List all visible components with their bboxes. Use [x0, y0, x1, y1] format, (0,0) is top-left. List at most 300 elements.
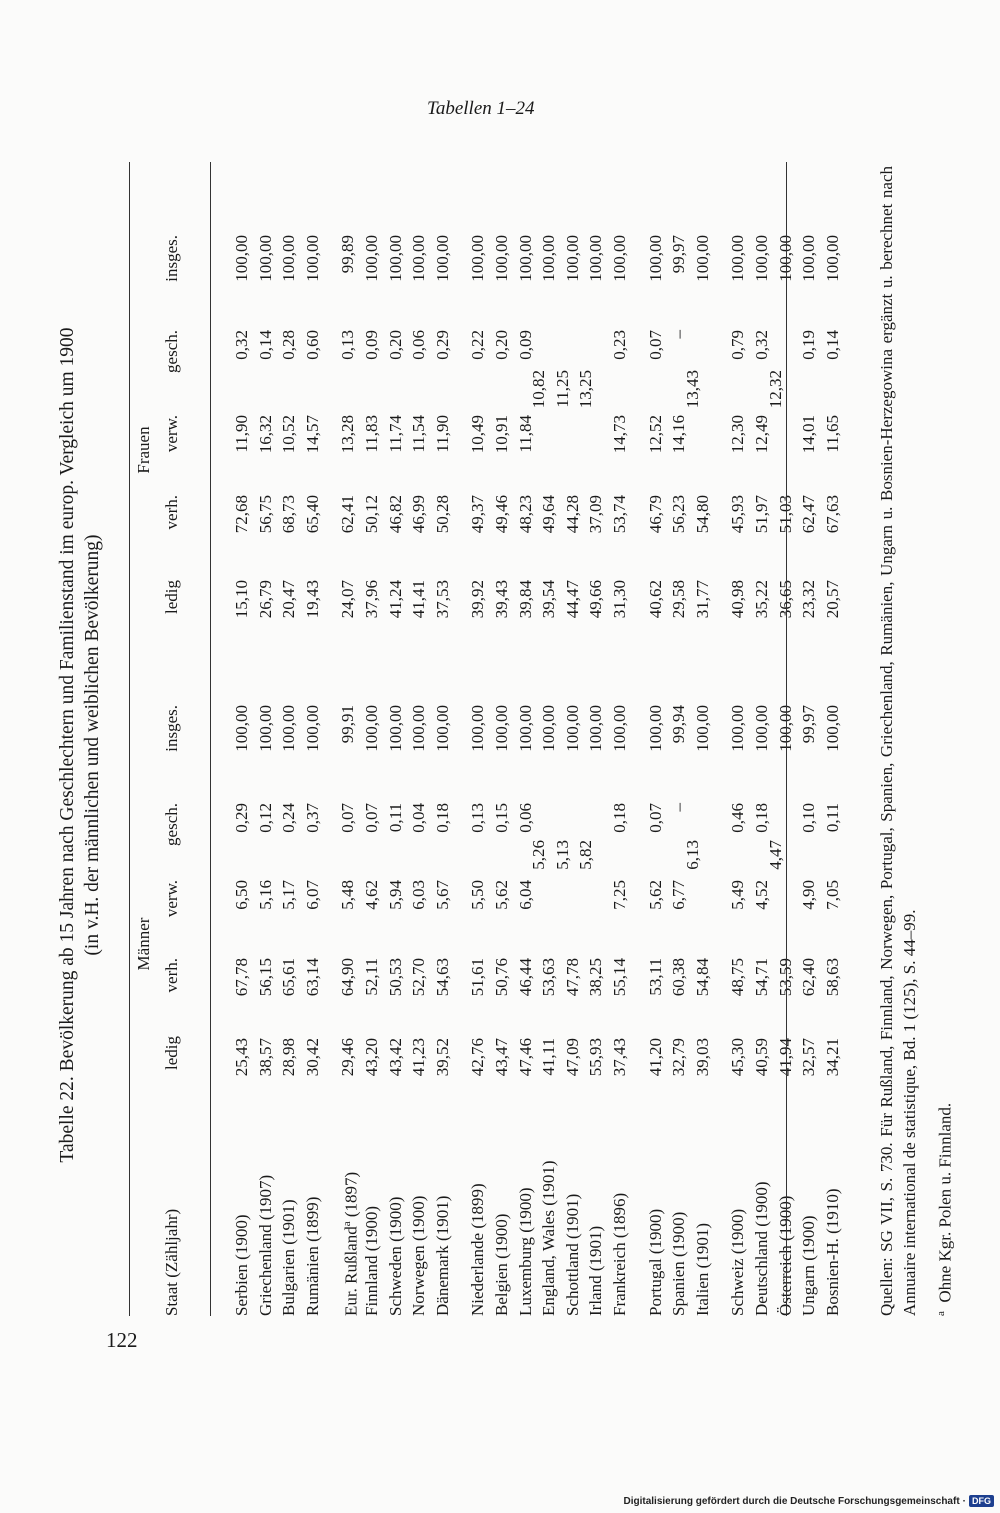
table-cell: 56,15: [255, 958, 275, 997]
table-cell: 14,01: [799, 415, 819, 454]
table-cell: 37,96: [362, 580, 381, 619]
table-cell: 63,14: [302, 958, 322, 997]
table-cell: 99,91: [338, 705, 358, 744]
col-header-women-verw: verw.: [162, 415, 181, 453]
table-cell: 42,76: [468, 1038, 488, 1077]
table-cell: 58,63: [822, 958, 842, 997]
table-cell: 100,00: [586, 705, 606, 752]
table-cell: 45,30: [728, 1038, 748, 1077]
rule-header: [210, 162, 211, 1316]
cell-state: [561, 1194, 584, 1316]
table-cell: 48,23: [515, 495, 535, 534]
table-cell: 5,67: [432, 880, 452, 910]
state-name: Bulgarien (1901): [279, 1199, 299, 1316]
table-cell: 11,74: [385, 415, 405, 453]
table-cell: –: [669, 330, 689, 339]
state-name: Niederlande (1899): [468, 1183, 488, 1316]
table-cell: 62,41: [338, 495, 358, 534]
table-cell: 41,94: [775, 1038, 795, 1077]
table-cell: 14,73: [610, 415, 629, 454]
table-cell: 12,49: [752, 415, 771, 454]
state-name: Irland (1901): [586, 1225, 606, 1316]
col-header-men-insges: insges.: [162, 705, 181, 752]
table-cell: 67,63: [822, 495, 842, 534]
table-row: [384, 160, 407, 1330]
table-cell: 0,24: [279, 803, 299, 833]
table-cell: 38,57: [255, 1038, 275, 1077]
table-cell: 0,11: [385, 803, 405, 833]
table-cell: 0,29: [432, 330, 452, 360]
table-cell: 0,22: [468, 330, 488, 360]
table-cell: 5,16: [255, 880, 275, 910]
table-cell: 55,93: [586, 1038, 606, 1077]
table-cell: 23,32: [799, 580, 819, 619]
cell-state: [277, 1199, 300, 1316]
table-cell: 100,00: [692, 705, 712, 752]
table-cell: 0,07: [645, 330, 665, 360]
table-cell: 100,00: [775, 235, 795, 282]
table-cell-span: 13,25: [576, 370, 596, 409]
cell-state: [514, 1187, 537, 1316]
table-cell: 46,44: [515, 958, 535, 997]
table-cell: 0,07: [338, 803, 358, 833]
table-cell: 100,00: [362, 235, 381, 282]
table-cell: 41,11: [539, 1038, 559, 1076]
table-cell: 0,46: [728, 803, 748, 833]
table-cell: 56,23: [669, 495, 689, 534]
table-cell: 20,47: [279, 580, 299, 619]
table-row: [514, 160, 537, 1330]
table-cell: 5,50: [468, 880, 488, 910]
table-cell: 100,00: [302, 705, 322, 752]
rotated-table-block: [30, 160, 955, 1330]
table-cell: 50,12: [362, 495, 381, 534]
cell-state: [431, 1196, 454, 1316]
table-cell: 7,05: [822, 880, 842, 910]
table-cell: 52,70: [409, 958, 429, 997]
cell-state: [490, 1214, 513, 1316]
table-row: [667, 160, 690, 1330]
table-cell: 52,11: [362, 958, 381, 996]
table-cell: 100,00: [822, 705, 842, 752]
table-cell: 0,09: [362, 330, 381, 360]
cell-state: [230, 1214, 253, 1316]
table-cell: 55,14: [610, 958, 629, 997]
table-cell: 44,28: [562, 495, 582, 534]
col-header-women-insges: insges.: [162, 235, 181, 282]
state-name: Dänemark (1901): [432, 1195, 452, 1316]
table-cell: 51,61: [468, 958, 488, 997]
table-cell: 54,80: [692, 495, 712, 534]
table-cell: 100,00: [385, 705, 405, 752]
table-cell: 100,00: [586, 235, 606, 282]
cell-state: [254, 1175, 277, 1316]
table-cell: 43,47: [492, 1038, 511, 1077]
table-cell: 5,17: [279, 880, 299, 910]
table-cell: 46,82: [385, 495, 405, 534]
table-cell: 0,14: [822, 330, 842, 360]
table-cell: 67,78: [232, 958, 251, 997]
table-cell: 5,94: [385, 880, 405, 910]
rule-bottom: [786, 162, 787, 1316]
table-cell: 48,75: [728, 958, 748, 997]
state-name: Italien (1901): [692, 1223, 712, 1316]
table-cell: 51,03: [775, 495, 795, 534]
table-row: [552, 160, 584, 1330]
table-cell: 47,46: [515, 1038, 535, 1077]
state-name: Österreich (1900): [775, 1195, 795, 1316]
table-cell: 100,00: [692, 235, 712, 282]
table-cell: 72,68: [232, 495, 251, 534]
table-cell: 0,10: [799, 803, 819, 833]
table-row: [821, 160, 844, 1330]
table-cell: 11,83: [362, 415, 381, 453]
separator: ·: [962, 1495, 966, 1507]
table-cell: 0,23: [610, 330, 629, 360]
table-cell: 13,28: [338, 415, 358, 454]
table-cell: 47,09: [562, 1038, 582, 1077]
table-cell: 53,11: [645, 958, 665, 996]
cell-state: [691, 1223, 714, 1316]
table-row: [726, 160, 749, 1330]
table-cell: 62,40: [799, 958, 819, 997]
table-cell: 50,53: [385, 958, 405, 997]
table-cell: 34,21: [822, 1038, 842, 1077]
table-row: [644, 160, 667, 1330]
digitization-note: [623, 1495, 994, 1507]
group-header-women: Frauen: [134, 426, 153, 474]
table-cell: 39,84: [515, 580, 535, 619]
cell-state: [301, 1197, 324, 1316]
table-cell: 100,00: [610, 705, 629, 752]
table-cell: 0,79: [728, 330, 748, 360]
state-name: Eur. Rußland: [342, 1226, 362, 1316]
table-cell: 49,66: [586, 580, 606, 619]
table-cell: 40,62: [645, 580, 665, 619]
table-cell-span: 6,13: [682, 840, 702, 870]
table-cell: 20,57: [822, 580, 842, 619]
table-cell: 100,00: [610, 235, 629, 282]
table-cell: 37,43: [610, 1038, 629, 1077]
table-cell: 30,42: [302, 1038, 322, 1077]
table-cell: 100,00: [279, 705, 299, 752]
cell-state: [750, 1181, 773, 1316]
table-cell: 4,52: [752, 880, 771, 910]
table-title: Tabelle 22. Bevölkerung ab 15 Jahren nach Geschlechtern und Familienstand im europ. Vergleich um 1900: [57, 327, 78, 1163]
table-row: [407, 160, 430, 1330]
table-cell: 7,25: [610, 880, 629, 910]
page-number: 122: [106, 1328, 138, 1352]
table-cell: 10,52: [279, 415, 299, 454]
table-cell: 100,00: [752, 235, 771, 282]
table-cell: 40,59: [752, 1038, 771, 1077]
table-cell: 6,77: [669, 880, 689, 910]
table-cell: 50,28: [432, 495, 452, 534]
table-cell: 0,06: [515, 803, 535, 833]
table-cell: 49,64: [539, 495, 559, 534]
table-cell: 46,79: [645, 495, 665, 534]
table-cell: 100,00: [409, 235, 429, 282]
table-row: [431, 160, 454, 1330]
table-cell: 100,00: [468, 705, 488, 752]
state-name: Deutschland (1900): [752, 1181, 771, 1316]
table-cell: 45,93: [728, 495, 748, 534]
table-cell: 11,84: [515, 415, 535, 453]
table-cell-span: 5,13: [552, 840, 572, 870]
table-cell: 100,00: [362, 705, 381, 752]
table-cell: 62,47: [799, 495, 819, 534]
table-cell: 31,77: [692, 580, 712, 619]
table-cell: 0,32: [232, 330, 251, 360]
table-cell: 0,13: [338, 330, 358, 360]
table-title-block: [55, 160, 105, 1330]
table-cell: 0,60: [302, 330, 322, 360]
digitization-text: Digitalisierung gefördert durch die Deutsche Forschungsgemeinschaft: [623, 1495, 960, 1507]
table-cell: 99,94: [669, 705, 689, 744]
table-cell: 47,78: [562, 958, 582, 997]
table-row: [750, 160, 773, 1330]
cell-state: [644, 1209, 667, 1316]
table-cell: 40,98: [728, 580, 748, 619]
table-cell: 46,99: [409, 495, 429, 534]
table-row: [360, 160, 383, 1330]
table-cell: 10,91: [492, 415, 511, 454]
table-cell: 6,50: [232, 880, 251, 910]
table-cell: 65,40: [302, 495, 322, 534]
table-cell: 43,20: [362, 1038, 381, 1077]
table-cell: 100,00: [562, 705, 582, 752]
table-cell: 51,97: [752, 495, 771, 534]
table-cell-span: 5,82: [576, 840, 596, 870]
table-cell: 100,00: [232, 705, 251, 752]
dfg-logo-icon: DFG: [969, 1495, 994, 1507]
table-row: [576, 160, 607, 1330]
table-cell: 0,32: [752, 330, 771, 360]
table-cell: 39,43: [492, 580, 511, 619]
running-head: Tabellen 1–24: [427, 98, 535, 119]
table-row: [529, 160, 560, 1330]
table-cell: 99,97: [669, 235, 689, 274]
table-cell: 0,20: [385, 330, 405, 360]
table-cell: 68,73: [279, 495, 299, 534]
table-cell: –: [669, 803, 689, 812]
table-cell: 11,90: [432, 415, 452, 453]
table-cell: 11,65: [822, 415, 842, 453]
table-cell: 39,52: [432, 1038, 452, 1077]
table-cell: 0,18: [752, 803, 771, 833]
table-cell: 0,06: [409, 330, 429, 360]
state-name: Griechenland (1907): [255, 1174, 275, 1316]
table-row: [797, 160, 820, 1330]
table-cell: 32,79: [669, 1038, 689, 1077]
col-header-women-ledig: ledig: [162, 580, 181, 614]
table-cell: 100,00: [515, 705, 535, 752]
table-cell: 32,57: [799, 1038, 819, 1077]
table-cell: 4,90: [799, 880, 819, 910]
table-cell: 24,07: [338, 580, 358, 619]
table-cell: 38,25: [586, 958, 606, 997]
state-name: Schweden (1900): [385, 1196, 405, 1316]
table-cell: 14,16: [669, 415, 689, 454]
footnote-ref: a: [341, 1221, 354, 1227]
table-cell: 0,37: [302, 803, 322, 833]
state-name: Spanien (1900): [669, 1211, 689, 1316]
table-cell: 0,09: [515, 330, 535, 360]
cell-state: [667, 1212, 690, 1316]
table-cell: 100,00: [822, 235, 842, 282]
table-cell: 11,90: [232, 415, 251, 453]
table-cell: 0,11: [822, 803, 842, 833]
table-cell: 41,23: [409, 1038, 429, 1077]
cell-state: [466, 1183, 489, 1316]
table-cell: 99,89: [338, 235, 358, 274]
table-cell: 60,38: [669, 958, 689, 997]
table-cell: 100,00: [468, 235, 488, 282]
table-cell: 64,90: [338, 958, 358, 997]
table-cell: 41,20: [645, 1038, 665, 1077]
table-cell: 29,46: [338, 1038, 358, 1077]
table-footnote: [935, 1103, 956, 1316]
state-name: Serbien (1900): [232, 1214, 251, 1316]
table-cell: 54,71: [752, 958, 771, 997]
table-cell: 25,43: [232, 1038, 251, 1077]
table-cell: 0,20: [492, 330, 511, 360]
state-name: England, Wales (1901): [539, 1160, 559, 1316]
col-header-men-verh: verh.: [162, 958, 181, 993]
table-cell: 100,00: [385, 235, 405, 282]
table-cell: 0,18: [610, 803, 629, 833]
table-cell: 0,12: [255, 803, 275, 833]
table-cell-span: 11,25: [552, 370, 572, 408]
table-cell: 31,30: [610, 580, 629, 619]
state-name: Bosnien-H. (1910): [822, 1188, 842, 1316]
table-cell: 28,98: [279, 1038, 299, 1077]
table-cell: 43,42: [385, 1038, 405, 1077]
table-cell: 11,54: [409, 415, 429, 453]
table-cell-span: 4,47: [765, 840, 785, 870]
table-cell: 14,57: [302, 415, 322, 454]
table-sources: Quellen: SG VII, S. 730. Für Rußland, Finnland, Norwegen, Portugal, Spanien, Griechenland, Rumänien, Ungarn u. Bosnien-Herzegowina ergänzt u. berechnet nach Annuaire international de statistique, Bd. 1 (125), S. 44–99.: [877, 166, 919, 1316]
table-cell: 39,92: [468, 580, 488, 619]
table-cell: 54,63: [432, 958, 452, 997]
table-cell: 26,79: [255, 580, 275, 619]
table-row: [682, 160, 714, 1330]
table-cell: 6,03: [409, 880, 429, 910]
table-cell: 100,00: [539, 705, 559, 752]
table-cell: 37,09: [586, 495, 606, 534]
cell-state: [821, 1189, 844, 1316]
table-cell: 0,07: [645, 803, 665, 833]
table-cell: 54,84: [692, 958, 712, 997]
table-cell: 39,54: [539, 580, 559, 619]
table-cell: 29,58: [669, 580, 689, 619]
table-row: [466, 160, 489, 1330]
footnote-text: Ohne Kgr. Polen u. Finnland.: [935, 1102, 955, 1303]
table-cell: 100,00: [432, 235, 452, 282]
table-cell: 44,47: [562, 580, 582, 619]
table-cell: 41,41: [409, 580, 429, 619]
table-cell: 15,10: [232, 580, 251, 619]
state-name: Belgien (1900): [492, 1213, 511, 1316]
table-cell-span: 5,26: [529, 840, 549, 870]
state-name: Ungarn (1900): [799, 1215, 819, 1316]
table-cell: 16,32: [255, 415, 275, 454]
table-cell: 39,03: [692, 1038, 712, 1077]
table-cell: 100,00: [562, 235, 582, 282]
table-cell: 100,00: [799, 235, 819, 282]
table-row: [608, 160, 631, 1330]
col-header-state: Staat (Zähljahr): [162, 1208, 181, 1316]
cell-state: [584, 1226, 607, 1316]
table-cell: 6,04: [515, 880, 535, 910]
cell-state: [407, 1196, 430, 1316]
table-cell: 0,13: [468, 803, 488, 833]
table-cell: 100,00: [539, 235, 559, 282]
col-header-men-ledig: ledig: [162, 1036, 181, 1070]
table-cell: 53,59: [775, 958, 795, 997]
table-cell: 41,24: [385, 580, 405, 619]
table-cell: 100,00: [728, 235, 748, 282]
table-row: [254, 160, 277, 1330]
table-cell: 5,48: [338, 880, 358, 910]
table-cell: 53,74: [610, 495, 629, 534]
table-cell: 99,97: [799, 705, 819, 744]
state-name: Rumänien (1899): [302, 1196, 322, 1316]
table-cell: 100,00: [515, 235, 535, 282]
cell-state: [797, 1215, 820, 1316]
state-name: Norwegen (1900): [409, 1195, 429, 1316]
table-cell: 56,75: [255, 495, 275, 534]
table-cell: 0,29: [232, 803, 251, 833]
state-name: Finnland (1900): [362, 1205, 381, 1316]
state-name: Portugal (1900): [645, 1208, 665, 1316]
table-cell: 100,00: [255, 705, 275, 752]
table-cell: 5,62: [492, 880, 511, 910]
table-cell: 4,62: [362, 880, 381, 910]
table-cell: 100,00: [432, 705, 452, 752]
table-cell: 5,62: [645, 880, 665, 910]
table-cell-span: 12,32: [765, 370, 785, 409]
table-row: [277, 160, 300, 1330]
table-cell: 100,00: [728, 705, 748, 752]
table-row: [230, 160, 253, 1330]
state-name: Luxemburg (1900): [515, 1187, 535, 1316]
table-cell: 0,18: [432, 803, 452, 833]
table-cell: 5,49: [728, 880, 748, 910]
table-cell: 100,00: [255, 235, 275, 282]
table-cell: 0,15: [492, 803, 511, 833]
table-cell: 36,65: [775, 580, 795, 619]
table-cell: 100,00: [492, 235, 511, 282]
col-header-women-verh: verh.: [162, 495, 181, 530]
table-cell: 12,52: [645, 415, 665, 454]
state-year: (1897): [342, 1171, 362, 1222]
table-cell: 100,00: [279, 235, 299, 282]
table-cell: 100,00: [302, 235, 322, 282]
table-cell: 19,43: [302, 580, 322, 619]
table-cell: 0,14: [255, 330, 275, 360]
table-row: [336, 160, 362, 1330]
table-cell: 0,04: [409, 803, 429, 833]
table-cell: 35,22: [752, 580, 771, 619]
table-row: [301, 160, 324, 1330]
table-row: [490, 160, 513, 1330]
table-cell: 100,00: [409, 705, 429, 752]
col-header-men-verw: verw.: [162, 880, 181, 918]
table-cell: 6,07: [302, 880, 322, 910]
table-cell: 0,07: [362, 803, 381, 833]
footnote-mark: a: [935, 1311, 947, 1316]
